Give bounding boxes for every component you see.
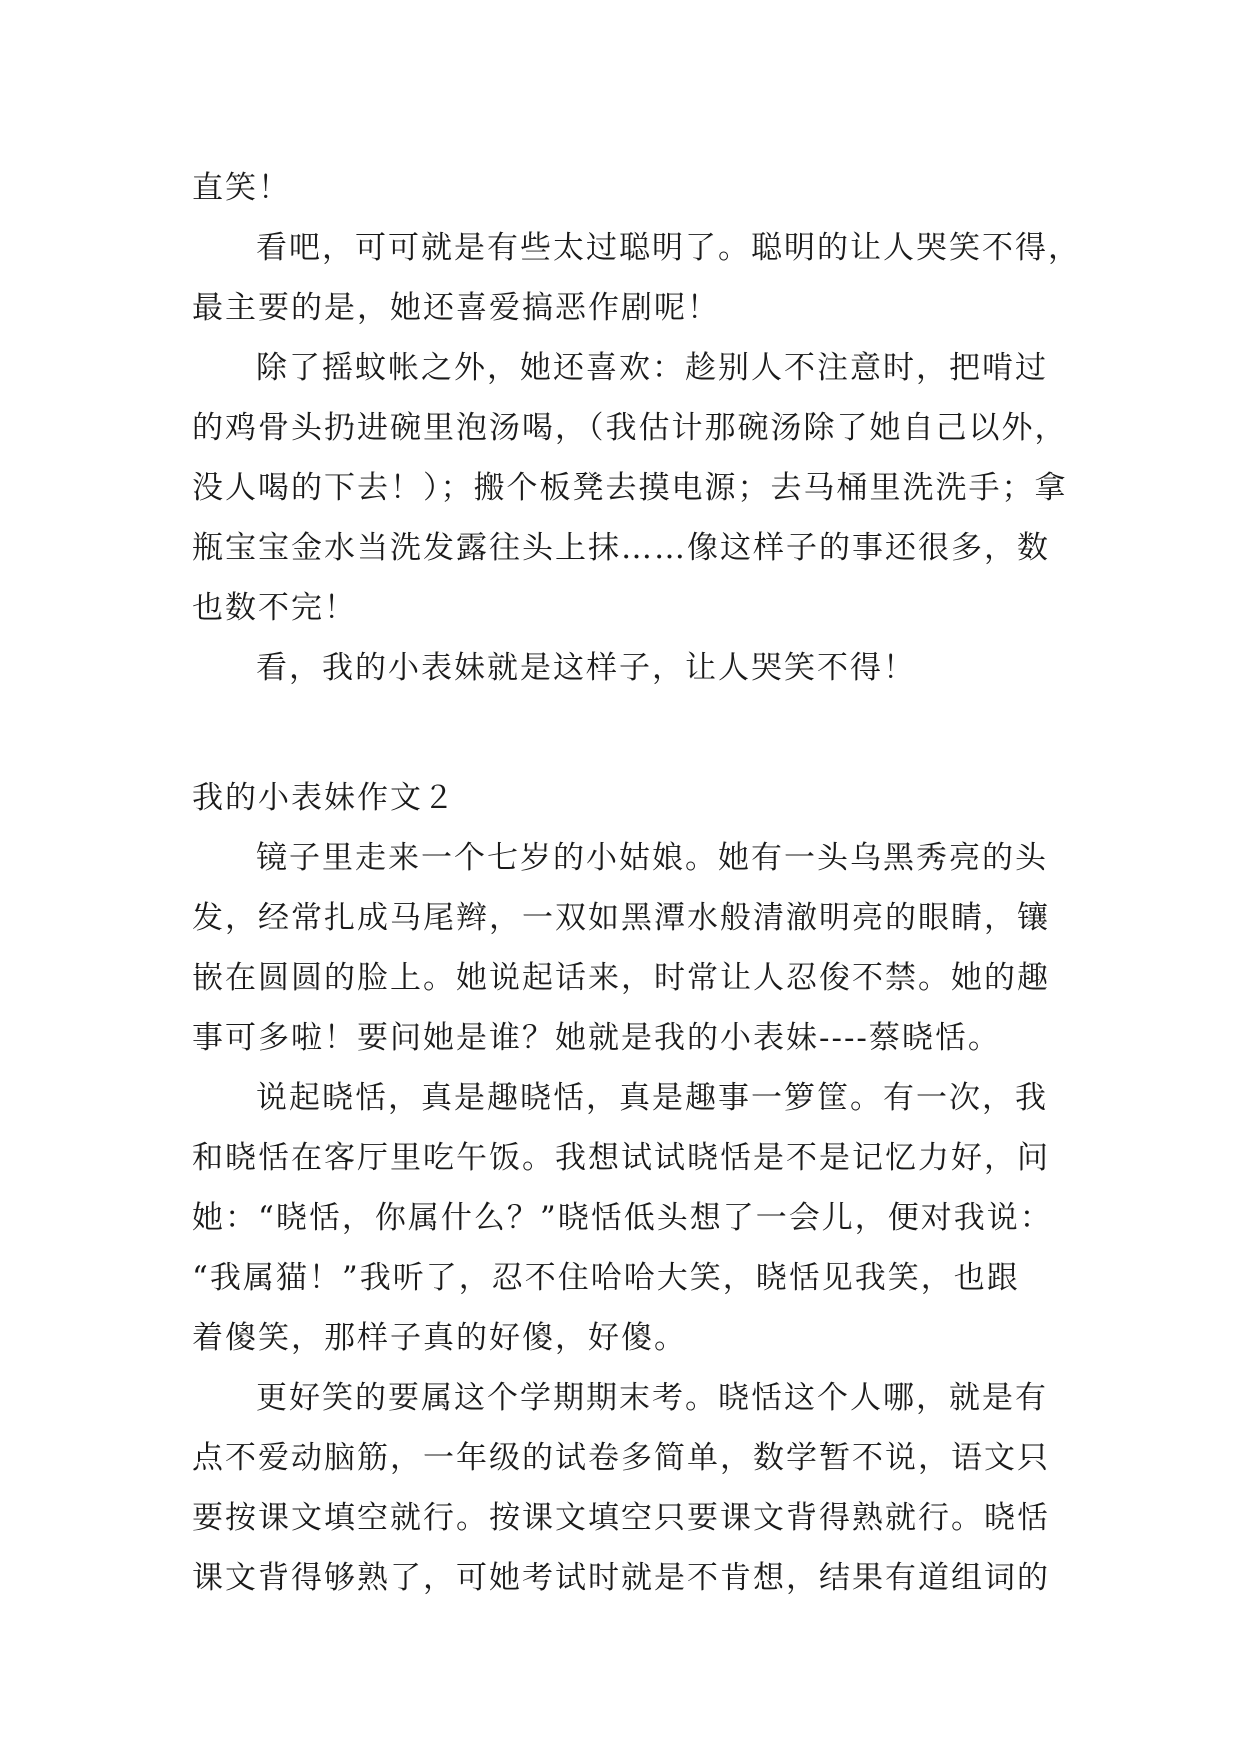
paragraph-line: 最主要的是，她还喜爱搞恶作剧呢！ xyxy=(192,290,720,326)
paragraph-line: 发，经常扎成马尾辫，一双如黑潭水般清澈明亮的眼睛，镶 xyxy=(192,900,1050,936)
paragraph-line: 瓶宝宝金水当洗发露往头上抹……像这样子的事还很多，数 xyxy=(192,530,1050,566)
paragraph-line: 也数不完！ xyxy=(192,590,357,626)
document-body xyxy=(192,158,1082,1608)
paragraph-line: 镜子里走来一个七岁的小姑娘。她有一头乌黑秀亮的头 xyxy=(256,840,1048,876)
paragraph-line: 看吧，可可就是有些太过聪明了。聪明的让人哭笑不得， xyxy=(256,230,1081,266)
paragraph-line: 没人喝的下去！）；搬个板凳去摸电源；去马桶里洗洗手；拿 xyxy=(192,470,1068,506)
paragraph-line: 和晓恬在客厅里吃午饭。我想试试晓恬是不是记忆力好，问 xyxy=(192,1140,1050,1176)
section-gap xyxy=(192,698,1082,768)
section-heading: 我的小表妹作文２ xyxy=(192,780,456,816)
paragraph-line: 事可多啦！要问她是谁？她就是我的小表妹----蔡晓恬。 xyxy=(192,1020,1001,1056)
paragraph-line: 点不爱动脑筋，一年级的试卷多简单，数学暂不说，语文只 xyxy=(192,1440,1050,1476)
paragraph-line: 她：“晓恬，你属什么？”晓恬低头想了一会儿，便对我说： xyxy=(192,1200,1053,1236)
paragraph-line: 说起晓恬，真是趣晓恬，真是趣事一箩筐。有一次，我 xyxy=(256,1080,1048,1116)
paragraph-line: 嵌在圆圆的脸上。她说起话来，时常让人忍俊不禁。她的趣 xyxy=(192,960,1050,996)
paragraph-line: 更好笑的要属这个学期期末考。晓恬这个人哪，就是有 xyxy=(256,1380,1048,1416)
paragraph-line: “我属猫！”我听了，忍不住哈哈大笑，晓恬见我笑，也跟 xyxy=(192,1260,1020,1296)
paragraph-line: 课文背得够熟了，可她考试时就是不肯想，结果有道组词的 xyxy=(192,1560,1050,1596)
paragraph-line: 着傻笑，那样子真的好傻，好傻。 xyxy=(192,1320,687,1356)
paragraph-line: 的鸡骨头扔进碗里泡汤喝，（我估计那碗汤除了她自己以外， xyxy=(192,410,1068,446)
paragraph-line: 要按课文填空就行。按课文填空只要课文背得熟就行。晓恬 xyxy=(192,1500,1050,1536)
paragraph-line: 直笑！ xyxy=(192,170,291,206)
paragraph-line: 看，我的小表妹就是这样子，让人哭笑不得！ xyxy=(256,650,916,686)
paragraph-line: 除了摇蚊帐之外，她还喜欢：趁别人不注意时，把啃过 xyxy=(256,350,1048,386)
